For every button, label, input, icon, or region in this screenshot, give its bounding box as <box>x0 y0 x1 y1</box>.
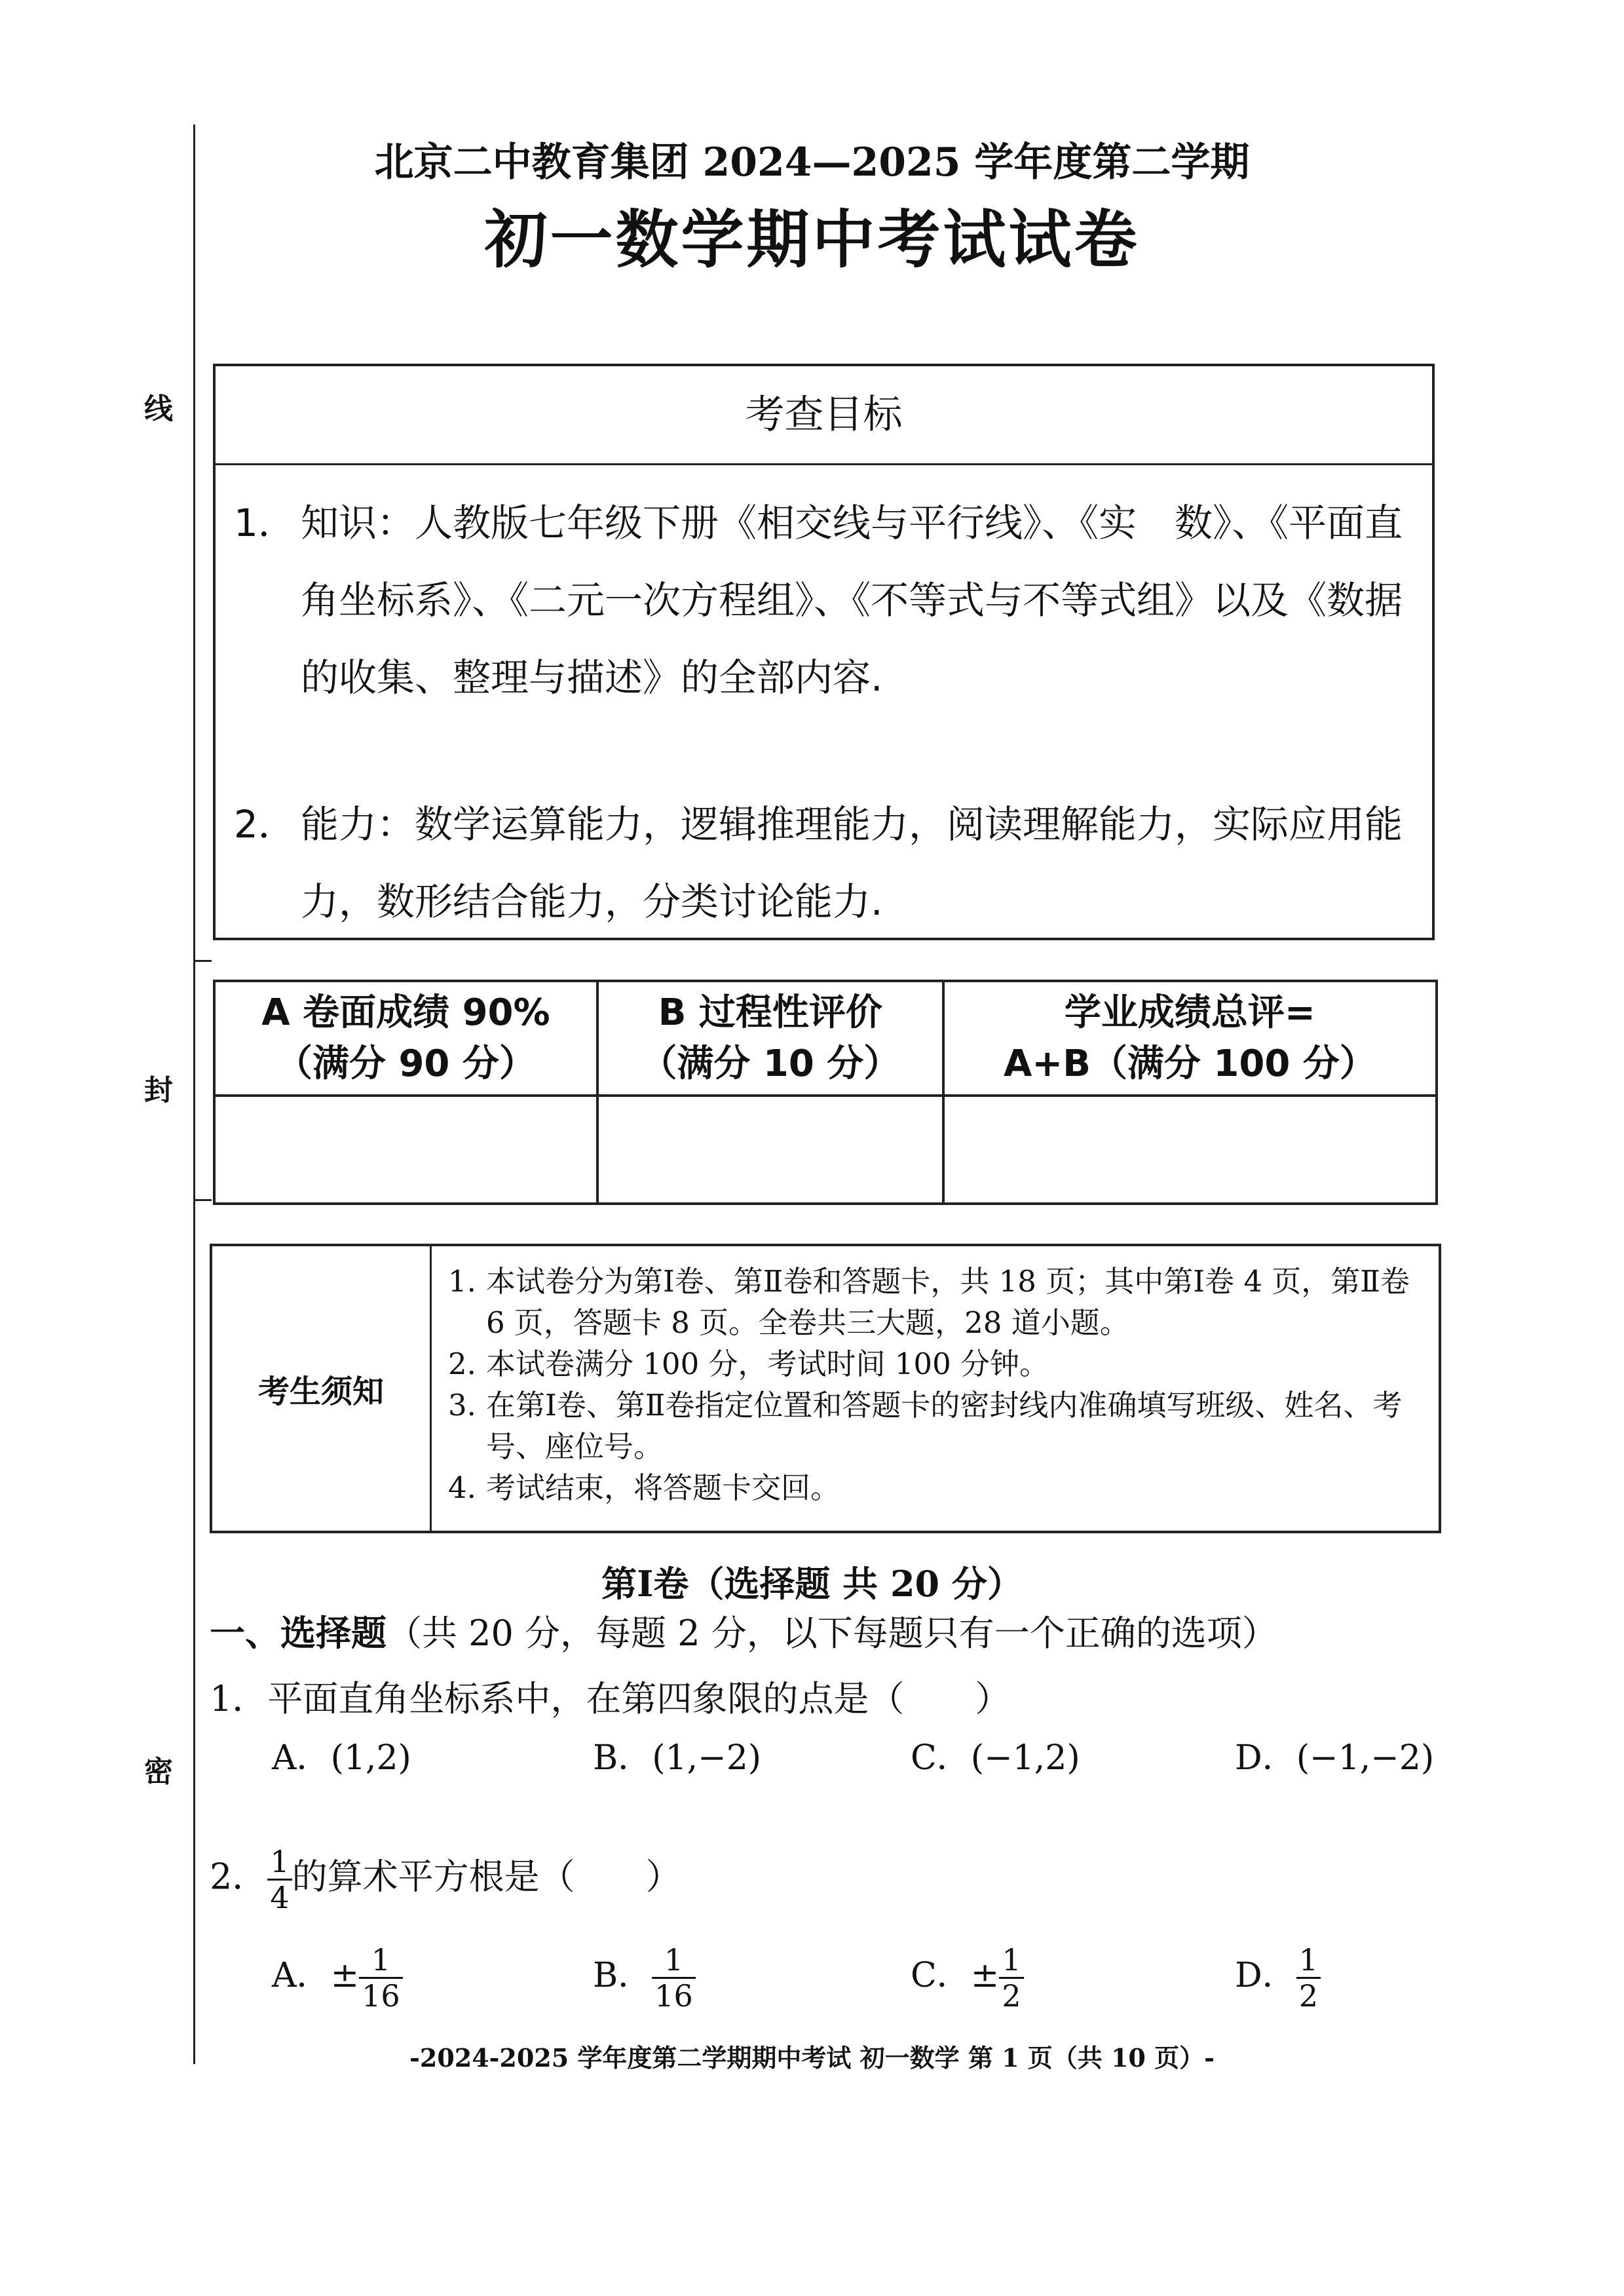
option-fraction <box>1296 1943 1321 2013</box>
notice-item-text: 在第Ⅰ卷、第Ⅱ卷指定位置和答题卡的密封线内准确填写班级、姓名、考号、座位号。 <box>486 1388 1403 1464</box>
notice-item-text: 考试结束，将答题卡交回。 <box>486 1470 840 1505</box>
fraction-numerator: 1 <box>359 1943 403 1979</box>
objective-text: 能力：数学运算能力，逻辑推理能力，阅读理解能力，实际应用能力，数形结合能力，分类讨论能力. <box>301 802 1403 924</box>
part-note: （共 20 分，每题 2 分，以下每题只有一个正确的选项） <box>387 1613 1277 1654</box>
fraction-denominator: 16 <box>654 1978 693 2014</box>
question-2-fraction <box>267 1845 292 1915</box>
score-header-b-line1: B 过程性评价 <box>658 991 882 1034</box>
option-label: C． <box>911 1738 971 1778</box>
fraction-denominator: 4 <box>270 1880 290 1915</box>
option-fraction <box>652 1943 696 2013</box>
notice-item <box>448 1261 1431 1343</box>
notice-item <box>448 1467 1431 1508</box>
option-label: D． <box>1235 1738 1296 1778</box>
score-header-a-line2: （满分 90 分） <box>275 1042 536 1085</box>
notice-item <box>448 1385 1431 1467</box>
option-value: (1,−2) <box>652 1738 762 1778</box>
option-sign: ± <box>970 1956 1000 1995</box>
question-2-text: 的算术平方根是（ ） <box>292 1856 681 1898</box>
question-2-option-a[interactable] <box>272 1943 403 2013</box>
question-1-stem: 1．平面直角坐标系中，在第四象限的点是（ ） <box>210 1678 1011 1719</box>
binding-tick <box>193 960 212 962</box>
score-cell-a[interactable] <box>214 1096 597 1204</box>
notice-item-number: 3. <box>448 1388 476 1423</box>
fraction-denominator: 2 <box>1002 1978 1021 2014</box>
notice-item-number: 2. <box>448 1347 476 1381</box>
notice-item <box>448 1343 1431 1385</box>
question-2-option-b[interactable] <box>593 1943 696 2013</box>
binding-tick <box>193 1199 212 1201</box>
fraction-numerator: 1 <box>1296 1943 1321 1979</box>
objectives-heading: 考查目标 <box>216 366 1432 465</box>
option-label: A． <box>272 1956 331 1995</box>
notice-label: 考生须知 <box>212 1246 432 1531</box>
score-header-total <box>943 981 1437 1096</box>
score-header-a <box>214 981 597 1096</box>
fraction-numerator: 1 <box>267 1845 292 1881</box>
fraction-numerator: 1 <box>999 1943 1023 1979</box>
option-sign: ± <box>330 1956 360 1995</box>
question-1-option-d[interactable] <box>1235 1730 1434 1779</box>
question-1-option-b[interactable] <box>593 1730 761 1779</box>
score-cell-total[interactable] <box>943 1096 1437 1204</box>
score-header-a-line1: A 卷面成绩 90% <box>261 991 550 1034</box>
score-header-b-line2: （满分 10 分） <box>640 1042 901 1085</box>
question-2-number: 2． <box>210 1856 268 1898</box>
score-cell-b[interactable] <box>597 1096 943 1204</box>
question-2-option-d[interactable] <box>1235 1943 1321 2013</box>
question-2-option-c[interactable] <box>911 1943 1024 2013</box>
option-fraction <box>359 1943 403 2013</box>
fraction-denominator: 16 <box>362 1978 400 2014</box>
objectives-box <box>213 364 1435 940</box>
binding-label-secret: 密 <box>139 1756 172 1785</box>
option-fraction <box>999 1943 1023 2013</box>
objective-number: 1． <box>234 501 296 545</box>
notice-item-number: 1. <box>448 1264 476 1299</box>
score-header-total-line2: A+B（满分 100 分） <box>1003 1042 1376 1085</box>
option-label: C． <box>911 1956 971 1995</box>
notice-item-text: 本试卷满分 100 分，考试时间 100 分钟。 <box>486 1347 1049 1381</box>
exam-title: 初一数学期中考试试卷 <box>484 202 1140 277</box>
option-value: (−1,2) <box>970 1738 1080 1778</box>
binding-line <box>193 124 195 2064</box>
page-footer: -2024-2025 学年度第二学期期中考试 初一数学 第 1 页（共 10 页）- <box>409 2043 1215 2073</box>
part-title <box>210 1605 1277 1656</box>
question-1-option-c[interactable] <box>911 1730 1080 1779</box>
option-label: A． <box>272 1738 331 1778</box>
part-heading: 一、选择题 <box>210 1612 387 1654</box>
objective-text: 知识：人教版七年级下册《相交线与平行线》、《实 数》、《平面直角坐标系》、《二元一次方程组》、《不等式与不等式组》以及《数据的收集、整理与描述》的全部内容. <box>301 501 1403 700</box>
question-2-stem <box>210 1845 681 1915</box>
binding-label-line: 线 <box>139 393 172 422</box>
notice-item-number: 4. <box>448 1470 476 1505</box>
notice-list <box>448 1261 1431 1508</box>
fraction-denominator: 2 <box>1298 1978 1318 2014</box>
score-table <box>213 980 1438 1205</box>
question-1-option-a[interactable] <box>272 1730 411 1779</box>
option-value: (1,2) <box>330 1738 411 1778</box>
option-label: B． <box>593 1738 652 1778</box>
score-header-b <box>597 981 943 1096</box>
objective-number: 2． <box>234 802 296 847</box>
notice-box <box>210 1244 1441 1533</box>
notice-item-text: 本试卷分为第Ⅰ卷、第Ⅱ卷和答题卡，共 18 页；其中第Ⅰ卷 4 页，第Ⅱ卷 6 页，答题卡 8 页。全卷共三大题，28 道小题。 <box>486 1264 1410 1340</box>
score-header-total-line1: 学业成绩总评= <box>1064 991 1315 1034</box>
option-label: D． <box>1235 1956 1296 1995</box>
option-label: B． <box>593 1956 652 1995</box>
option-value: (−1,−2) <box>1296 1738 1435 1778</box>
section-title: 第Ⅰ卷（选择题 共 20 分） <box>601 1563 1023 1605</box>
exam-subtitle: 北京二中教育集团 2024—2025 学年度第二学期 <box>374 140 1250 185</box>
fraction-numerator: 1 <box>652 1943 696 1979</box>
binding-label-seal: 封 <box>139 1075 172 1103</box>
